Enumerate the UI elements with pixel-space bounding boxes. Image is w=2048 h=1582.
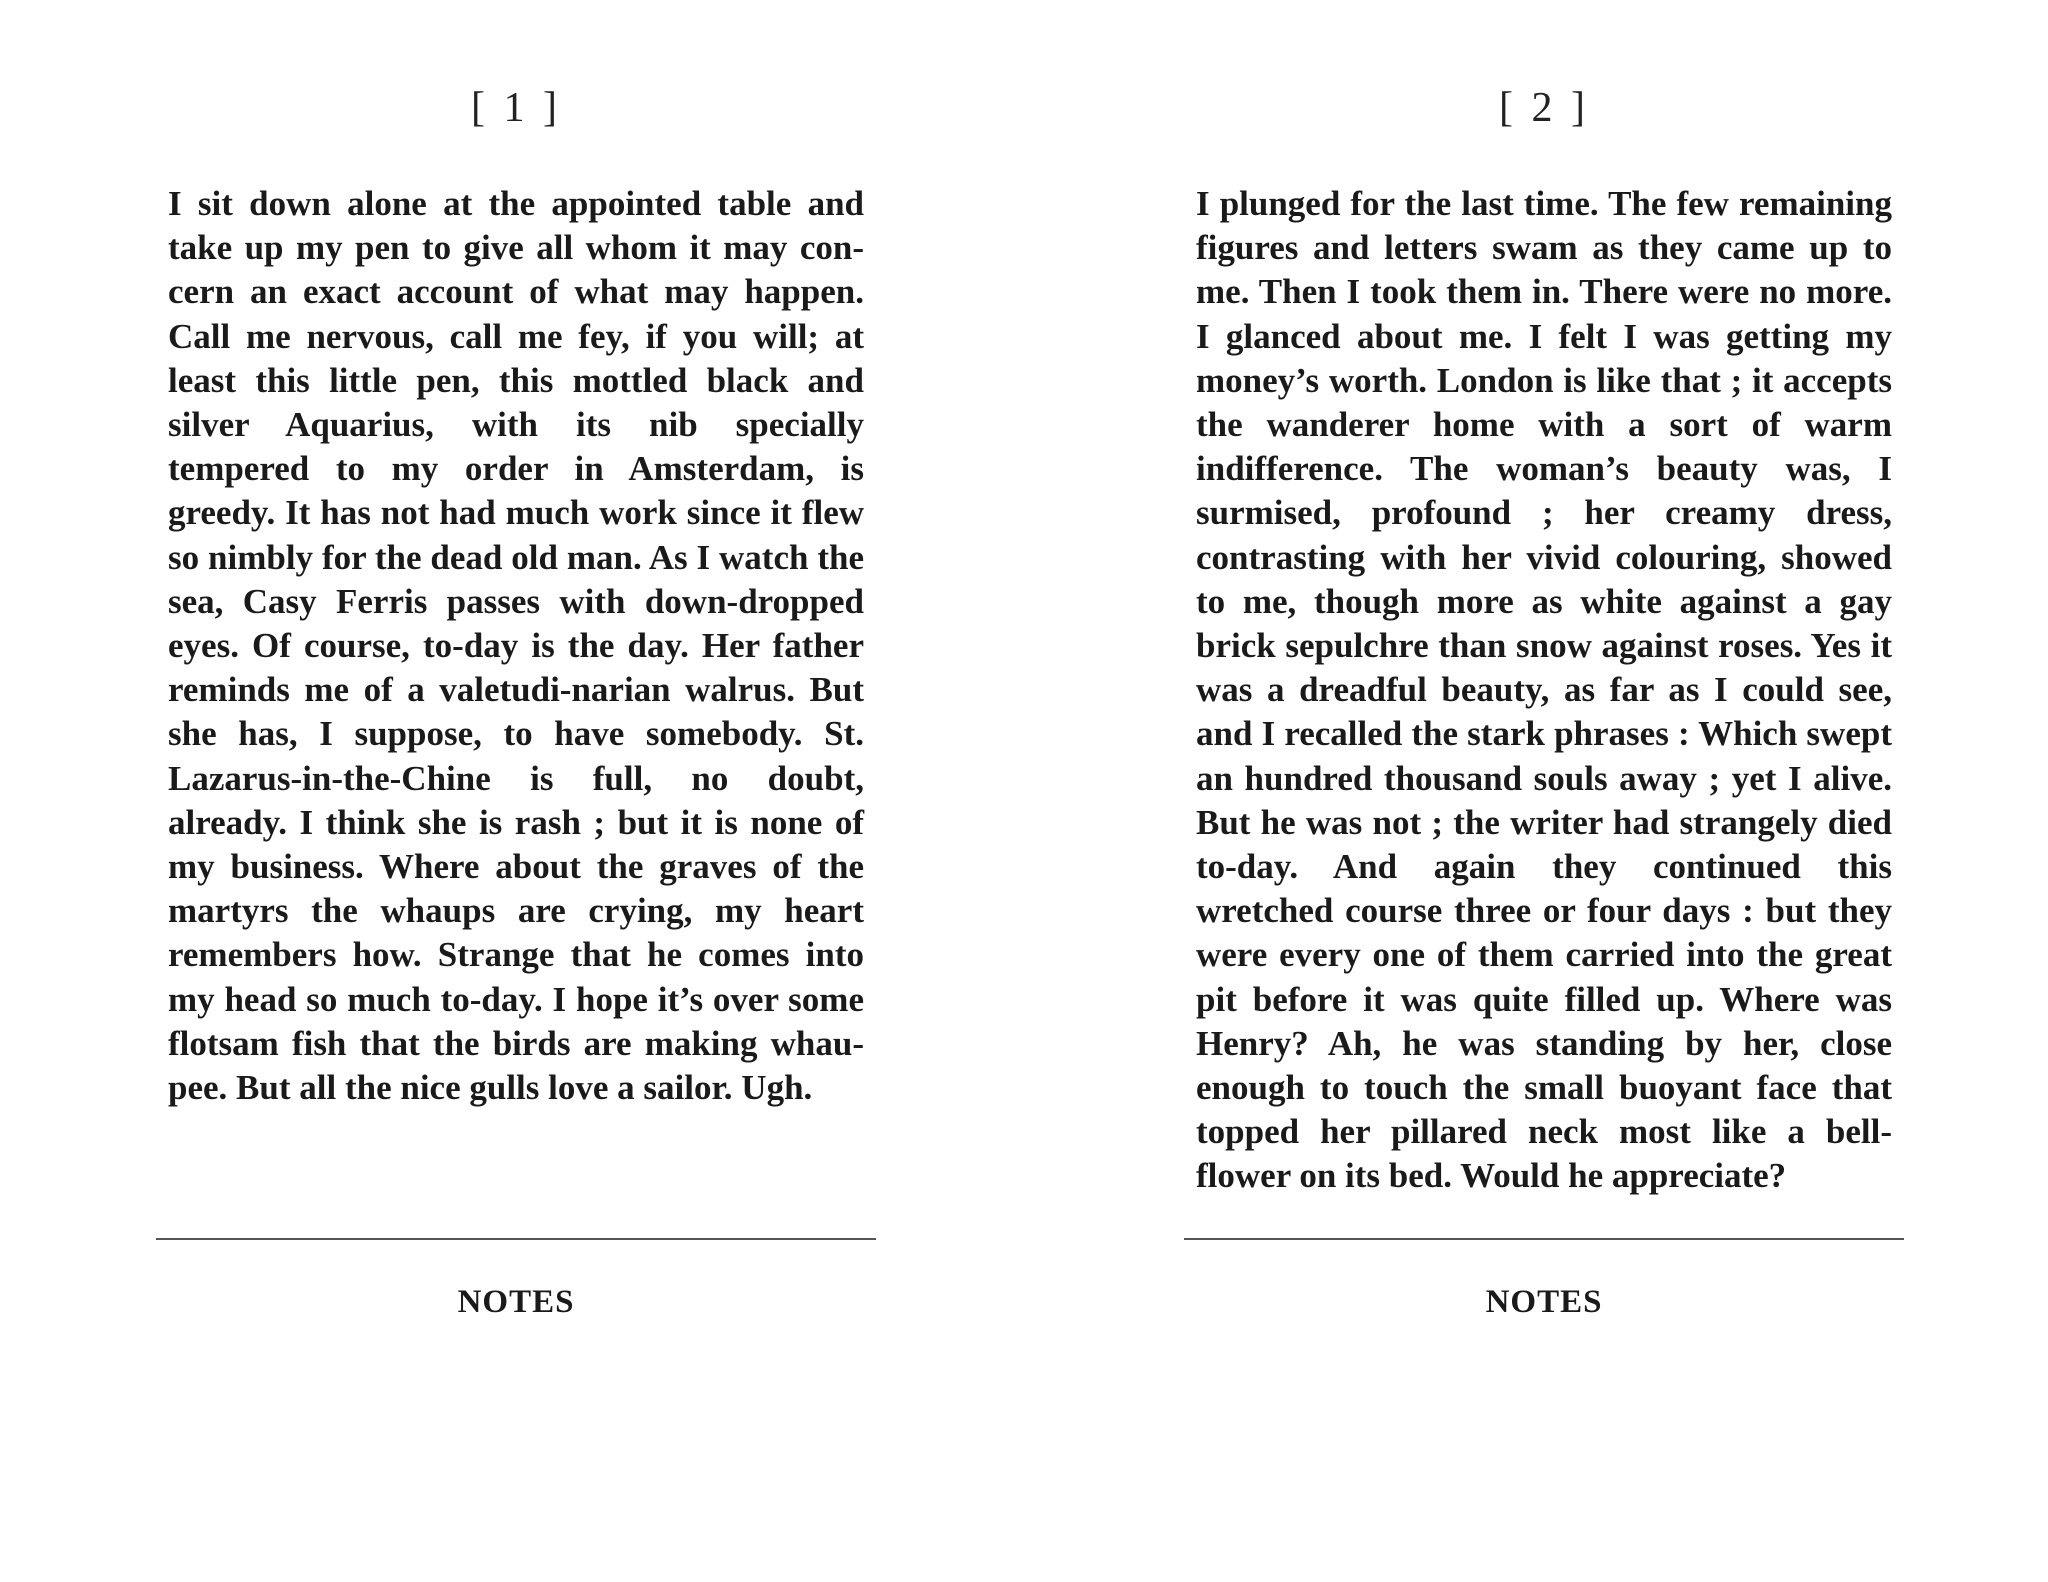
page-2: [1184, 0, 1904, 1582]
notes-heading: NOTES: [457, 1284, 575, 1320]
page-1: [156, 0, 876, 1582]
notes-heading: NOTES: [1485, 1284, 1603, 1320]
page-body-text: I sit down alone at the appointed table and take up my pen to give all whom it may con- cern an exact account of what may happen. Call me nervous, call me fey, if you will; at least this little pen, this mottled black and silver Aquarius, with its nib specially tempered to my order in Amsterdam, is greedy. It has not had much work since it flew so nimbly for the dead old man. As I watch the sea, Casy Ferris passes with down-dropped eyes. Of course, to-day is the day. Her father reminds me of a valetudi-narian walrus. But she has, I suppose, to have somebody. St. Lazarus-in-the-Chine is full, no doubt, already. I think she is rash ; but it is none of my business. Where about the graves of the martyrs the whaups are crying, my heart remembers how. Strange that he comes into my head so much to-day. I hope it’s over some flotsam fish that the birds are making whau-pee. But all the nice gulls love a sailor. Ugh.: [168, 184, 864, 1108]
notes-divider: [156, 1238, 876, 1240]
page-body-text: I plunged for the last time. The few remaining figures and letters swam as they came up to me. Then I took them in. There were no more. I glanced about me. I felt I was getting my money’s worth. London is like that ; it accepts the wanderer home with a sort of warm indifference. The woman’s beauty was, I surmised, profound ; her creamy dress, contrasting with her vivid colouring, showed to me, though more as white against a gay brick sepulchre than snow against roses. Yes it was a dreadful beauty, as far as I could see, and I recalled the stark phrases : Which swept an hundred thousand souls away ; yet I alive. But he was not ; the writer had strangely died to-day. And again they continued this wretched course three or four days : but they were every one of them carried into the great pit before it was quite filled up. Where was Henry? Ah, he was standing by her, close enough to touch the small buoyant face that topped her pillared neck most like a bell-flower on its bed. Would he appreciate?: [1196, 184, 1892, 1196]
page-number: [ 1 ]: [471, 85, 561, 131]
notes-divider: [1184, 1238, 1904, 1240]
page-number: [ 2 ]: [1499, 85, 1589, 131]
